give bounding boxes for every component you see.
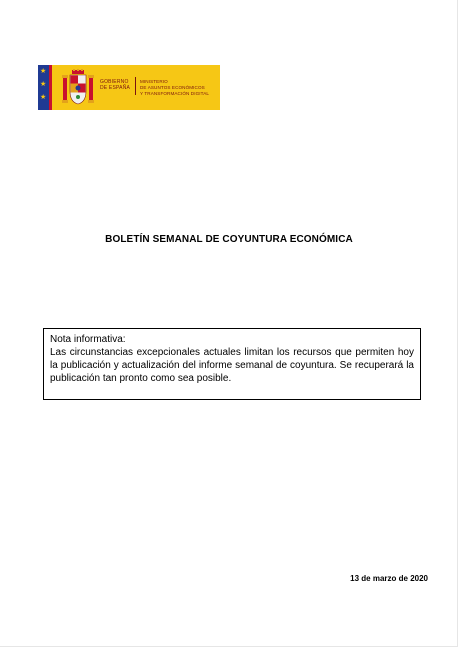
star-icon: ★ [40, 94, 47, 101]
info-note-box [43, 328, 421, 400]
government-logo [38, 65, 220, 110]
eu-flag-strip [38, 65, 49, 110]
ministry-name [140, 79, 220, 97]
ministry-line-3: Y TRANSFORMACIÓN DIGITAL [140, 91, 210, 96]
government-line-1: GOBIERNO [100, 79, 129, 85]
note-heading: Nota informativa: [50, 334, 126, 345]
publication-date: 13 de marzo de 2020 [350, 574, 428, 583]
ministry-line-2: DE ASUNTOS ECONÓMICOS [140, 85, 205, 90]
flag-red-strip [49, 65, 52, 110]
government-line-2: DE ESPAÑA [100, 85, 131, 91]
document-title: BOLETÍN SEMANAL DE COYUNTURA ECONÓMICA [105, 234, 353, 245]
ministry-line-1: MINISTERIO [140, 79, 168, 84]
note-body: Las circunstancias excepcionales actuales limitan los recursos que permiten hoy la publicación y actualización del informe semanal de coyuntura. Se recuperará la publicación tan pronto como sea posible. [50, 347, 414, 384]
star-icon: ★ [40, 81, 47, 88]
coat-of-arms-icon [61, 69, 95, 106]
logo-divider [135, 77, 136, 95]
star-icon: ★ [40, 68, 47, 75]
